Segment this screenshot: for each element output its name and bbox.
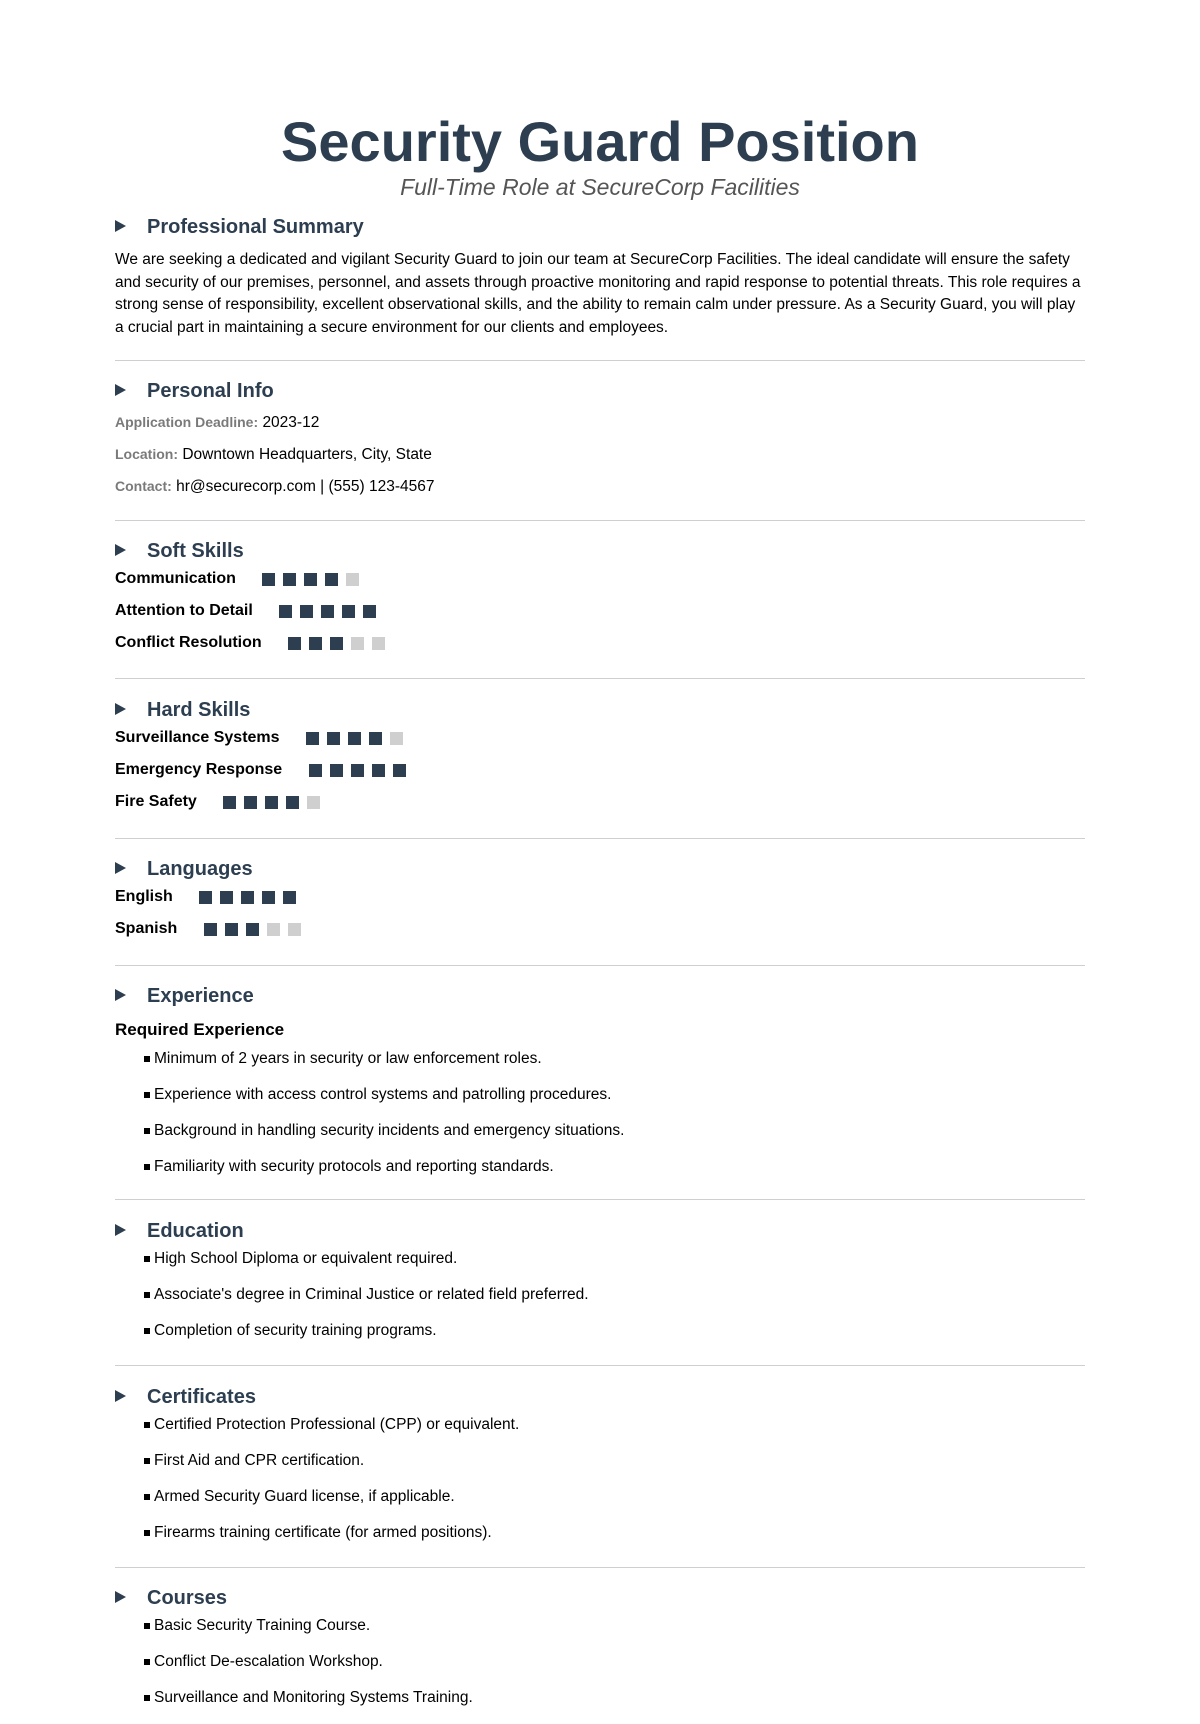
rating-filled-square [300,605,313,618]
skill-name: Attention to Detail [115,602,253,619]
divider [115,965,1085,966]
skill-name: Fire Safety [115,793,197,810]
section-header [115,215,1085,239]
skill-row [115,633,1085,665]
rating-empty-square [346,573,359,586]
language-row [115,887,1085,919]
skill-row [115,601,1085,633]
section-certificates [115,1385,1085,1559]
rating-filled-square [330,637,343,650]
info-label: Application Deadline: [115,414,259,430]
list-item-text: First Aid and CPR certification. [154,1452,365,1469]
section-title: Experience [147,985,254,1007]
list-item [115,1121,1085,1157]
section-title: Soft Skills [147,540,244,562]
rating-empty-square [288,923,301,936]
triangle-bullet-icon [115,703,126,715]
page-title: Security Guard Position [281,110,919,173]
section-languages [115,857,1085,951]
list-item-text: Firearms training certificate (for armed positions). [154,1524,492,1541]
skill-row [115,792,1085,824]
list-item [115,1085,1085,1121]
square-bullet-icon [144,1623,150,1629]
divider [115,1365,1085,1366]
list-item-text: Completion of security training programs. [154,1322,437,1339]
section-title: Professional Summary [147,216,364,238]
language-name: English [115,888,173,905]
rating-filled-square [199,891,212,904]
courses-list [115,1616,1085,1724]
section-personal-info [115,379,1085,508]
skill-rating [262,569,367,591]
rating-filled-square [325,573,338,586]
rating-filled-square [393,764,406,777]
square-bullet-icon [144,1422,150,1428]
triangle-bullet-icon [115,989,126,1001]
rating-filled-square [327,732,340,745]
rating-filled-square [372,764,385,777]
rating-filled-square [265,796,278,809]
square-bullet-icon [144,1092,150,1098]
list-item-text: Background in handling security incidents and emergency situations. [154,1122,625,1139]
skill-name: Conflict Resolution [115,634,262,651]
list-item-text: Experience with access control systems and patrolling procedures. [154,1086,612,1103]
rating-filled-square [288,637,301,650]
square-bullet-icon [144,1530,150,1536]
rating-filled-square [244,796,257,809]
rating-filled-square [309,637,322,650]
section-soft-skills [115,539,1085,665]
info-value: hr@securecorp.com | (555) 123-4567 [176,478,435,495]
section-title: Hard Skills [147,699,251,721]
triangle-bullet-icon [115,1390,126,1402]
square-bullet-icon [144,1494,150,1500]
list-item-text: Conflict De-escalation Workshop. [154,1653,383,1670]
section-courses [115,1586,1085,1724]
divider [115,678,1085,679]
triangle-bullet-icon [115,544,126,556]
section-title: Education [147,1220,244,1242]
list-item-text: Basic Security Training Course. [154,1617,371,1634]
page-subtitle: Full-Time Role at SecureCorp Facilities [400,174,800,200]
language-name: Spanish [115,920,178,937]
skill-rating [223,792,328,814]
list-item [115,1249,1085,1285]
square-bullet-icon [144,1164,150,1170]
info-row-deadline [115,412,1085,444]
divider [115,360,1085,361]
list-item [115,1652,1085,1688]
list-item [115,1415,1085,1451]
list-item [115,1616,1085,1652]
triangle-bullet-icon [115,1591,126,1603]
list-item [115,1157,1085,1193]
rating-filled-square [309,764,322,777]
list-item-text: Certified Protection Professional (CPP) or equivalent. [154,1416,520,1433]
list-item-text: Surveillance and Monitoring Systems Training. [154,1689,473,1706]
section-header [115,1385,1085,1409]
summary-text: We are seeking a dedicated and vigilant Security Guard to join our team at SecureCorp Facilities. The ideal candidate will ensure the safety and security of our premises, personnel, and assets through proactive monitoring and rapid response to potential threats. This role requires a strong sense of responsibility, excellent observational skills, and the ability to remain calm under pressure. As a Security Guard, you will play a crucial part in maintaining a secure environment for our clients and employees. [115,251,1081,336]
skill-name: Communication [115,570,236,587]
experience-list [115,1049,1085,1193]
section-title: Courses [147,1587,228,1609]
skill-name: Surveillance Systems [115,729,280,746]
rating-filled-square [369,732,382,745]
triangle-bullet-icon [115,862,126,874]
square-bullet-icon [144,1458,150,1464]
rating-filled-square [351,764,364,777]
rating-filled-square [241,891,254,904]
list-item [115,1688,1085,1724]
list-item-text: High School Diploma or equivalent required. [154,1250,458,1267]
skill-name: Emergency Response [115,761,283,778]
section-header [115,857,1085,881]
section-header [115,984,1085,1008]
rating-filled-square [283,891,296,904]
divider [115,1199,1085,1200]
square-bullet-icon [144,1328,150,1334]
section-header [115,379,1085,403]
section-header [115,1219,1085,1243]
skill-row [115,569,1085,601]
triangle-bullet-icon [115,384,126,396]
rating-filled-square [283,573,296,586]
list-item-text: Armed Security Guard license, if applicable. [154,1488,455,1505]
rating-filled-square [225,923,238,936]
rating-filled-square [223,796,236,809]
square-bullet-icon [144,1056,150,1062]
info-value: 2023-12 [262,414,320,431]
skill-row [115,760,1085,792]
skill-rating [279,601,384,623]
info-label: Location: [115,446,178,462]
certificates-list [115,1415,1085,1559]
list-item-text: Associate's degree in Criminal Justice or related field preferred. [154,1286,589,1303]
rating-filled-square [330,764,343,777]
skill-rating [306,728,411,750]
rating-filled-square [342,605,355,618]
square-bullet-icon [144,1128,150,1134]
info-row-contact [115,476,1085,508]
rating-filled-square [304,573,317,586]
section-header [115,1586,1085,1610]
triangle-bullet-icon [115,220,126,232]
square-bullet-icon [144,1256,150,1262]
rating-filled-square [348,732,361,745]
list-item [115,1451,1085,1487]
education-list [115,1249,1085,1357]
rating-empty-square [307,796,320,809]
info-value: Downtown Headquarters, City, State [182,446,432,463]
rating-filled-square [306,732,319,745]
list-item [115,1523,1085,1559]
section-header [115,539,1085,563]
rating-filled-square [220,891,233,904]
divider [115,520,1085,521]
rating-filled-square [262,573,275,586]
section-professional-summary [115,215,1085,339]
rating-filled-square [363,605,376,618]
section-education [115,1219,1085,1357]
list-item [115,1487,1085,1523]
skill-rating [309,760,414,782]
divider [115,838,1085,839]
rating-empty-square [390,732,403,745]
language-rating [199,887,304,909]
rating-filled-square [204,923,217,936]
section-header [115,698,1085,722]
list-item [115,1285,1085,1321]
square-bullet-icon [144,1695,150,1701]
divider [115,1567,1085,1568]
triangle-bullet-icon [115,1224,126,1236]
rating-filled-square [262,891,275,904]
skill-row [115,728,1085,760]
rating-filled-square [279,605,292,618]
rating-filled-square [321,605,334,618]
list-item-text: Familiarity with security protocols and reporting standards. [154,1158,554,1175]
section-title: Certificates [147,1386,256,1408]
square-bullet-icon [144,1659,150,1665]
skill-rating [288,633,393,655]
square-bullet-icon [144,1292,150,1298]
list-item [115,1049,1085,1085]
info-label: Contact: [115,478,172,494]
section-title: Personal Info [147,380,274,402]
rating-empty-square [351,637,364,650]
rating-empty-square [267,923,280,936]
section-hard-skills [115,698,1085,824]
list-item-text: Minimum of 2 years in security or law enforcement roles. [154,1050,542,1067]
language-row [115,919,1085,951]
list-item [115,1321,1085,1357]
language-rating [204,919,309,941]
rating-filled-square [286,796,299,809]
subsection-title: Required Experience [115,1020,285,1039]
rating-filled-square [246,923,259,936]
section-experience [115,984,1085,1193]
section-title: Languages [147,858,253,880]
info-row-location [115,444,1085,476]
rating-empty-square [372,637,385,650]
